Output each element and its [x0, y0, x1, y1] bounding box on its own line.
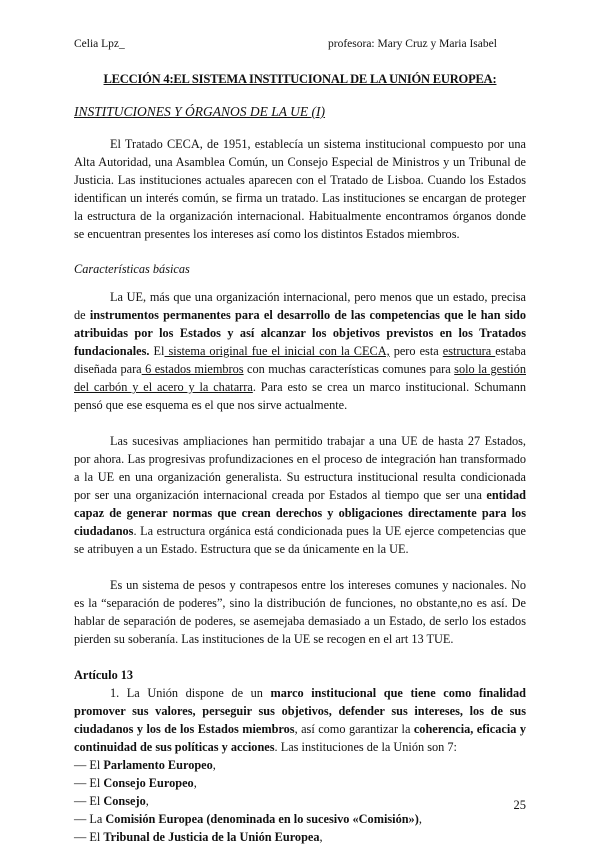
- list-suffix: ,: [145, 794, 149, 808]
- list-prefix: — El: [74, 776, 104, 790]
- list-prefix: — El: [74, 794, 104, 808]
- text-run: , así como garantizar la: [294, 722, 414, 736]
- text-run: pero esta: [389, 344, 443, 358]
- list-prefix: — El: [74, 830, 104, 844]
- page-number: 25: [513, 798, 526, 812]
- list-item: [74, 774, 526, 792]
- institution-name: Parlamento Europeo: [103, 758, 213, 772]
- text-run: . Las instituciones de la Unión son 7:: [274, 740, 457, 754]
- intro-paragraph: El Tratado CECA, de 1951, establecía un sistema institucional compuesto por una Alta Autoridad, una Asamblea Común, un Consejo Especial de Ministros y un Tribunal de Justicia. Las instituciones actuales aparecen con el Tratado de Lisboa. Cuando los Estados identifican un interés común, se firma un tratado. Las instituciones se encargan de proteger la estructura de la organización internacional. Habitualmente encontramos órganos donde se encuentran presentes los intereses así como los distintos Estados miembros.: [74, 137, 526, 241]
- weights-paragraph: Es un sistema de pesos y contrapesos entre los intereses comunes y nacionales. No es la “separación de poderes”, sino la distribución de funciones, no obstante,no es así. De hablar de separación de poderes, se asemejaba demasiado a un Estado, de serlo los estados pierden su soberanía. Las instituciones de la UE se recogen en el art 13 TUE.: [74, 578, 526, 646]
- bold-run: instrumentos permanentes para el desarrollo de las competencias que le han sido atribuidas por los Estados y así alcanzar los objetivos previstos en los Tratados fundacionales.: [74, 308, 526, 358]
- text-run: La UE, más que una organización internacional, pero menos que un estado, precisa de: [74, 290, 526, 322]
- institution-name: Consejo: [103, 794, 146, 808]
- list-item: [74, 756, 526, 774]
- list-item: [74, 828, 526, 846]
- bold-run: coherencia, eficacia y continuidad de sus políticas y acciones: [74, 722, 526, 754]
- list-item: [74, 810, 526, 828]
- underlined-run: 6 estados miembros: [141, 362, 244, 376]
- list-prefix: — El: [74, 758, 104, 772]
- underlined-run: sistema original fue el inicial con la CECA,: [164, 344, 390, 358]
- bold-run: entidad capaz de generar normas que crean derechos y obligaciones directamente para los ciudadanos: [74, 488, 526, 538]
- text-run: Las sucesivas ampliaciones han permitido trabajar a una UE de hasta 27 Estados, por ahora. Las progresivas profundizaciones en el proceso de integración han transformado a la UE en una organización generalista. Su estructura institucional resulta condicionada por ser una organización internacional creada por Estados al tiempo que ser una: [74, 434, 526, 502]
- underlined-run: estructura: [442, 344, 496, 358]
- page-header: [74, 38, 526, 54]
- list-suffix: ,: [212, 758, 216, 772]
- text-run: con muchas características comunes para: [243, 362, 455, 376]
- section-subtitle: INSTITUCIONES Y ÓRGANOS DE LA UE (I): [74, 104, 326, 119]
- basic-characteristics-paragraph: [74, 288, 526, 414]
- text-run: El: [149, 344, 165, 358]
- page-content: [74, 70, 526, 846]
- enlargements-paragraph: [74, 432, 526, 558]
- lesson-title: LECCIÓN 4:EL SISTEMA INSTITUCIONAL DE LA UNIÓN EUROPEA:: [103, 72, 497, 86]
- list-prefix: — La: [74, 812, 106, 826]
- list-suffix: ,: [418, 812, 422, 826]
- list-suffix: ,: [319, 830, 323, 844]
- header-author: Celia Lpz_: [74, 38, 125, 50]
- text-run: . La estructura orgánica está condicionada pues la UE ejerce competencias que se atribuyen a un Estado. Estructura que se da únicamente en la UE.: [74, 524, 526, 556]
- text-run: estaba diseñada para: [74, 344, 526, 376]
- text-run: . Para esto se crea un marco institucional. Schumann pensó que ese esquema es el que nos sirve actualmente.: [74, 380, 527, 412]
- section-heading: Características básicas: [74, 262, 190, 276]
- bold-run: marco institucional que tiene como finalidad promover sus valores, perseguir sus objetivos, defender sus intereses, los de sus ciudadanos y los de los Estados miembros: [74, 686, 526, 736]
- list-suffix: ,: [193, 776, 197, 790]
- list-item: [74, 792, 526, 810]
- text-run: 1. La Unión dispone de un: [110, 686, 271, 700]
- institutions-list: [74, 756, 526, 846]
- institution-name: Consejo Europeo: [103, 776, 194, 790]
- institution-name: Comisión Europea (denominada en lo sucesivo «Comisión»): [105, 812, 419, 826]
- header-teachers: profesora: Mary Cruz y Maria Isabel: [328, 38, 497, 50]
- institution-name: Tribunal de Justicia de la Unión Europea: [103, 830, 320, 844]
- article-paragraph: [74, 684, 526, 756]
- article-heading: Artículo 13: [74, 668, 134, 682]
- underlined-run: solo la gestión del carbón y el acero y la chatarra: [74, 362, 526, 394]
